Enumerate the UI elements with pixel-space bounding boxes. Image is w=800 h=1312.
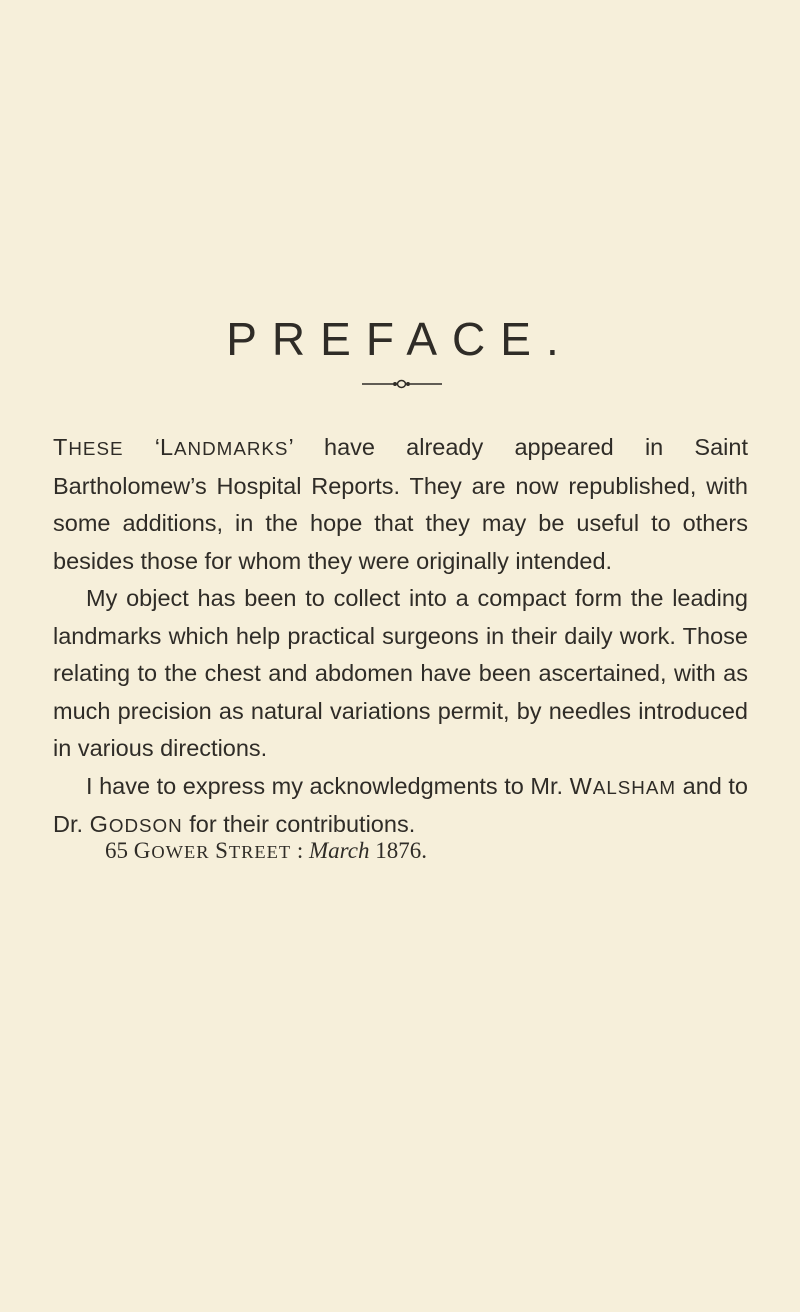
page-title: PREFACE.: [226, 313, 574, 365]
dateline-year: 1876.: [369, 838, 427, 863]
street-name: GOWER STREET: [133, 838, 292, 863]
term-landmarks: LANDMARKS: [159, 434, 289, 460]
title-ornament-rule: [362, 376, 442, 392]
preface-paragraph-3: I have to express my acknowledgments to Mr. WALSHAM and to Dr. GODSON for their contributions.: [53, 772, 748, 837]
name-godson: GODSON: [89, 811, 183, 837]
preface-body: [53, 429, 748, 845]
preface-paragraph-2: My object has been to collect into a compact form the leading landmarks which help practical surgeons in their daily work. Those relating to the chest and abdomen have been ascertained, with as much precision as natural variations permit, by needles introduced in various directions.: [53, 585, 748, 761]
name-walsham: WALSHAM: [569, 772, 677, 799]
preface-paragraph-1: THESE ‘LANDMARKS’ have already appeared in Saint Bartholomew’s Hospital Reports. They are now republished, with some additions, in the hope that they may be useful to others besides those for whom they were originally intended.: [53, 434, 748, 574]
address-dateline: 65 GOWER STREET : March 1876.: [105, 838, 427, 863]
dateline-month: March: [309, 838, 370, 863]
lead-word-these: THESE: [53, 434, 124, 460]
